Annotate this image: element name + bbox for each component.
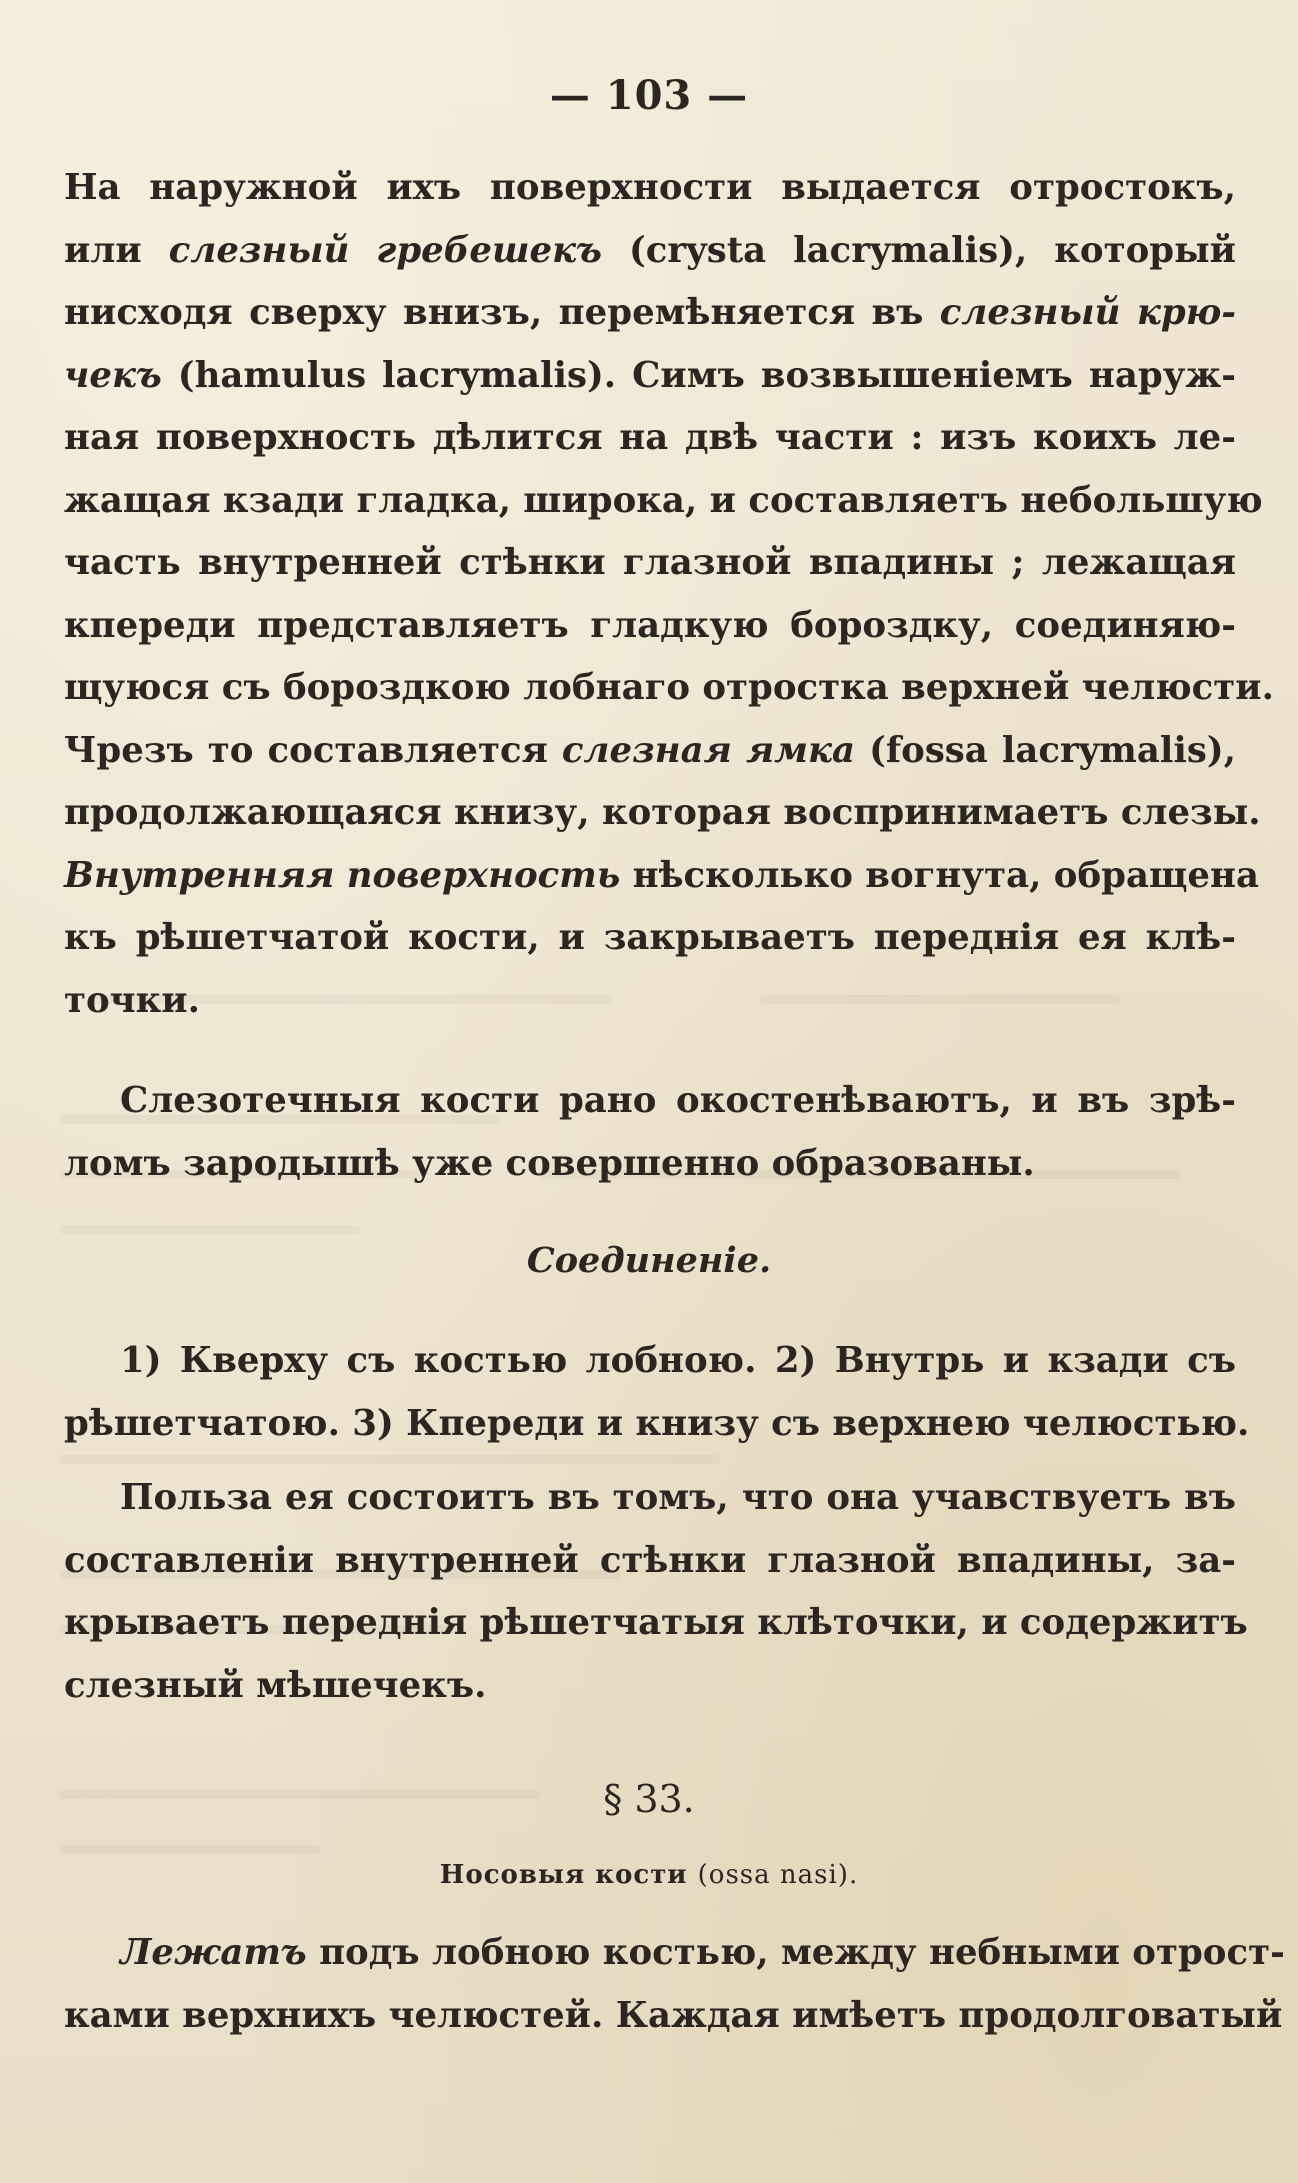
text-run: нѣсколько вогнута, обращена xyxy=(620,854,1259,896)
text-line xyxy=(64,1530,1236,1593)
italic-term: Лежатъ xyxy=(120,1932,307,1973)
text-run: слезный мѣшечекъ. xyxy=(64,1664,487,1706)
text-line xyxy=(64,720,1236,783)
text-run: щуюся съ бороздкою лобнаго отростка верхней челюсти. xyxy=(64,667,1274,708)
text-run: къ рѣшетчатой кости, и закрываетъ переднія ея клѣ- xyxy=(64,917,1236,958)
text-run: ная поверхность дѣлится на двѣ части : изъ коихъ ле- xyxy=(64,417,1236,458)
text-run: (hamulus lacrymalis). Симъ возвышеніемъ наруж- xyxy=(161,354,1236,396)
paragraph-ossification xyxy=(64,1070,1236,1195)
section-title-latin: (ossa nasi). xyxy=(697,1860,859,1890)
heading-connection: Соединеніе. xyxy=(526,1240,772,1281)
text-line xyxy=(64,657,1274,720)
text-run: часть внутренней стѣнки глазной впадины ; лежащая xyxy=(64,542,1236,583)
text-run: Польза ея состоитъ въ томъ, что она учавствуетъ въ xyxy=(120,1477,1236,1518)
text-line xyxy=(64,220,1236,283)
text-line xyxy=(64,1467,1236,1530)
paragraph-lacrimal-surfaces xyxy=(64,157,1274,1032)
text-line xyxy=(64,907,1236,970)
italic-term: Внутренняя поверхность xyxy=(64,854,621,896)
text-run: точки. xyxy=(64,979,200,1021)
text-line xyxy=(64,970,1236,1033)
text-run: продолжающаяся книзу, которая воспринимаетъ слезы. xyxy=(64,792,1261,833)
text-run: 1) Кверху съ костью лобною. 2) Внутрь и кзади съ xyxy=(120,1340,1236,1381)
text-run: ломъ зародышѣ уже совершенно образованы. xyxy=(64,1142,1035,1184)
text-line xyxy=(64,282,1236,345)
text-line xyxy=(64,1985,1283,2048)
italic-term: слезный гребешекъ xyxy=(168,229,602,271)
text-line xyxy=(64,782,1261,845)
text-line xyxy=(64,470,1263,533)
text-run: нисходя сверху внизъ, перемѣняется въ xyxy=(64,292,940,333)
paragraph-connections xyxy=(64,1330,1250,1455)
text-line xyxy=(64,345,1236,408)
paragraph-nasal-bones xyxy=(64,1922,1285,2047)
section-title-text: Носовыя кости xyxy=(439,1860,688,1890)
italic-term: слезный крю- xyxy=(939,292,1236,333)
text-run: рѣшетчатою. 3) Кпереди и книзу съ верхнею челюстью. xyxy=(64,1402,1250,1444)
text-line xyxy=(64,1922,1285,1985)
text-run: подъ лобною костью, между небными отрост- xyxy=(306,1932,1285,1973)
text-run: Слезотечныя кости рано окостенѣваютъ, и въ зрѣ- xyxy=(120,1080,1236,1121)
text-line xyxy=(64,1592,1248,1655)
italic-term: чекъ xyxy=(64,354,162,396)
text-run: ками верхнихъ челюстей. Каждая имѣетъ продолговатый xyxy=(64,1994,1283,2036)
text-run: (fossa lacrymalis), xyxy=(854,729,1236,771)
text-line xyxy=(64,1330,1236,1393)
text-run: составленіи внутренней стѣнки глазной впадины, за- xyxy=(64,1539,1236,1581)
italic-term: слезная ямка xyxy=(561,729,855,771)
text-run: Чрезъ то составляется xyxy=(64,729,562,771)
text-run: (crysta lacrymalis), который xyxy=(601,229,1236,271)
text-run: или xyxy=(64,229,169,271)
text-line xyxy=(64,845,1259,908)
text-run: крываетъ переднія рѣшетчатыя клѣточки, и содержитъ xyxy=(64,1602,1248,1643)
text-line xyxy=(64,595,1236,658)
section-mark: § 33. xyxy=(603,1777,695,1821)
text-line xyxy=(64,157,1236,220)
text-line xyxy=(64,1070,1236,1133)
text-run: жащая кзади гладка, широка, и составляетъ небольшую xyxy=(64,479,1263,521)
text-run: кпереди представляетъ гладкую бороздку, соединяю- xyxy=(64,604,1236,646)
text-line xyxy=(64,1655,1236,1718)
text-line xyxy=(64,407,1236,470)
text-line xyxy=(64,1133,1236,1196)
paragraph-function xyxy=(64,1467,1248,1717)
text-line xyxy=(64,532,1236,595)
section-title xyxy=(0,1860,1298,1890)
text-run: На наружной ихъ поверхности выдается отростокъ, xyxy=(64,167,1236,208)
page-number: — 103 — xyxy=(549,72,749,119)
text-line xyxy=(64,1393,1250,1456)
